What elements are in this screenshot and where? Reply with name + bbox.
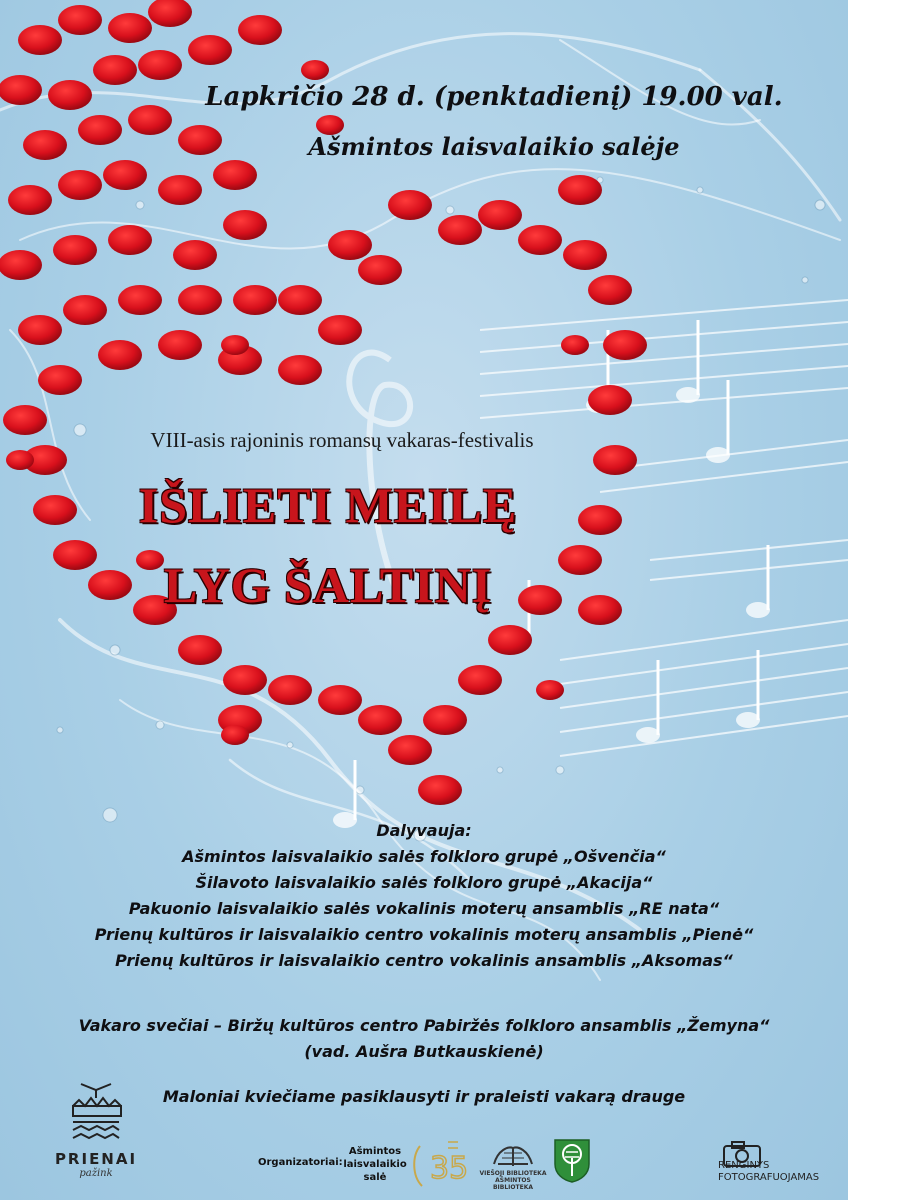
guests-line: Vakaro svečiai – Biržų kultūros centro Pabiržės folkloro ansamblis „Žemyna“ [78,1016,770,1035]
festival-subtitle: VIII-asis rajoninis romansų vakaras-festivalis [150,428,534,452]
organizer-venue: Ašmintos laisvalaikio salė [343,1146,407,1183]
rose-petal-heart [0,0,647,805]
library-logo-text: VIEŠOJI BIBLIOTEKA AŠMINTOS BIBLIOTEKA [479,1170,547,1191]
prienai-logo [36,1076,156,1179]
library-logo-icon [488,1138,538,1170]
prienai-logo-icon [61,1076,131,1146]
participant-item: Ašmintos laisvalaikio salės folkloro grupė „Ošvenčia“ [182,847,666,866]
participants-heading: Dalyvauja: [376,821,472,840]
anniversary-logo-icon [412,1136,469,1192]
festival-title-line1: IŠLIETI MEILĘ [138,477,518,533]
guests-note: (vad. Aušra Butkauskienė) [304,1042,544,1061]
prienai-tagline: pažink [79,1168,113,1179]
prienai-wordmark: PRIENAI [54,1150,138,1168]
event-date: Lapkričio 28 d. (penktadienį) 19.00 val. [205,82,783,112]
coat-of-arms-icon [553,1138,591,1184]
svg-text:35: 35 [430,1151,469,1186]
participant-item: Šilavoto laisvalaikio salės folkloro grupė „Akacija“ [195,873,653,892]
invitation-text: Maloniai kviečiame pasiklausyti ir praleisti vakarą drauge [162,1087,686,1106]
festival-title-line2: LYG ŠALTINĮ [163,557,493,613]
participant-item: Prienų kultūros ir laisvalaikio centro vokalinis ansamblis „Aksomas“ [115,951,733,970]
organizers-label: Organizatoriai: [258,1157,343,1168]
participant-item: Pakuonio laisvalaikio salės vokalinis moterų ansamblis „RE nata“ [128,899,720,918]
photo-notice: RENGINYS FOTOGRAFUOJAMAS [718,1160,820,1183]
event-venue: Ašmintos laisvalaikio salėje [308,132,680,161]
participant-item: Prienų kultūros ir laisvalaikio centro vokalinis moterų ansamblis „Pienė“ [94,925,754,944]
